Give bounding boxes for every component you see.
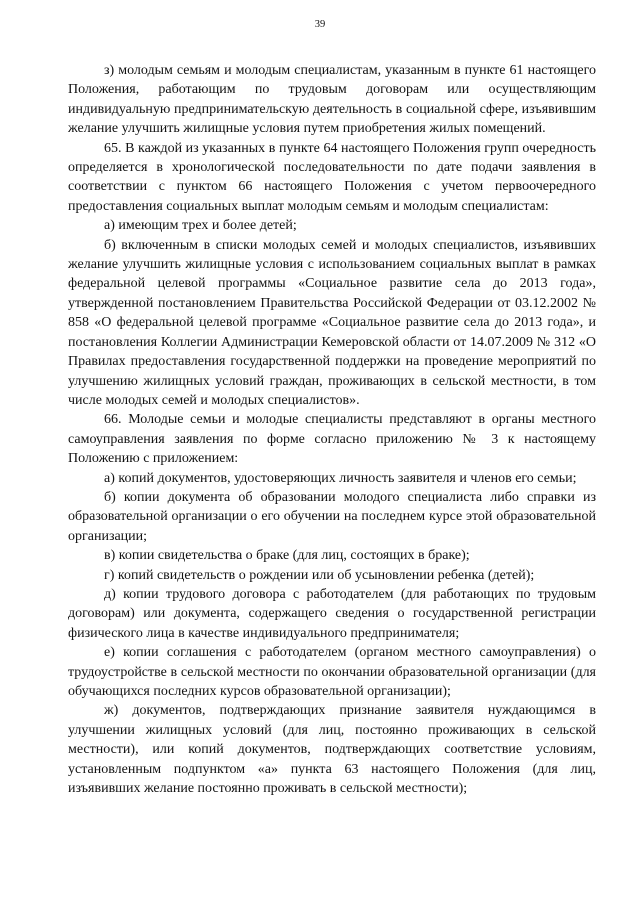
- paragraph-66-g: г) копий свидетельств о рождении или об усыновлении ребенка (детей);: [104, 567, 535, 583]
- paragraph-66-a: а) копий документов, удостоверяющих личность заявителя и членов его семьи;: [104, 470, 577, 486]
- paragraph-66-e: е) копии соглашения с работодателем (органом местного самоуправления) о трудоустройстве в сельской местности по окончании образовательной организации (для обучающихся последних курсов образовательной организации);: [68, 645, 596, 699]
- paragraph-66-zh: ж) документов, подтверждающих признание заявителя нуждающимся в улучшении жилищных условий (для лиц, постоянно проживающих в сельской местности), или копий документов, подтверждающих соответствие условиям, установленным подпунктом «а» пункта 63 настоящего Положения (для лиц, изъявивших желание постоянно проживать в сельской местности);: [68, 703, 596, 797]
- paragraph-66-b: б) копии документа об образовании молодого специалиста либо справки из образовательной организации о его обучении на последнем курсе этой образовательной организации;: [68, 489, 596, 544]
- paragraph-64-z: з) молодым семьям и молодым специалистам, указанным в пункте 61 настоящего Положения, работающим по трудовым договорам или осуществляющим индивидуальную предпринимательскую деятельность в социальной сфере, изъявившим желание улучшить жилищные условия путем приобретения жилых помещений.: [68, 63, 596, 137]
- paragraph-66-v: в) копии свидетельства о браке (для лиц, состоящих в браке);: [104, 548, 470, 564]
- paragraph-66-d: д) копии трудового договора с работодателем (для работающих по трудовым договорам) или документа, содержащего сведения о государственной регистрации физического лица в качестве индивидуального предпринимателя;: [68, 586, 596, 641]
- document-body: [68, 61, 596, 798]
- paragraph-65-b: б) включенным в списки молодых семей и молодых специалистов, изъявивших желание улучшить жилищные условия с использованием социальных выплат в рамках федеральной целевой программы «Социальное развитие села до 2013 года», утвержденной постановлением Правительства Российской Федерации от 03.12.2002 № 858 «О федеральной целевой программе «Социальное развитие села до 2013 года», и постановления Коллегии Администрации Кемеровской области от 14.07.2009 № 312 «О Правилах предоставления государственной поддержки на проведение мероприятий по улучшению жилищных условий граждан, проживающих в сельской местности, в том числе молодых семей и молодых специалистов».: [68, 237, 596, 408]
- page-number: 39: [314, 19, 326, 30]
- paragraph-66: 66. Молодые семьи и молодые специалисты представляют в органы местного самоуправления заявления по форме согласно приложению № 3 к настоящему Положению с приложением:: [68, 412, 596, 467]
- paragraph-65: 65. В каждой из указанных в пункте 64 настоящего Положения групп очередность определяется в хронологической последовательности по дате подачи заявления в соответствии с пунктом 66 настоящего Положения с учетом первоочередного предоставления социальных выплат молодым семьям и молодым специалистам:: [68, 140, 596, 214]
- paragraph-65-a: а) имеющим трех и более детей;: [104, 218, 297, 234]
